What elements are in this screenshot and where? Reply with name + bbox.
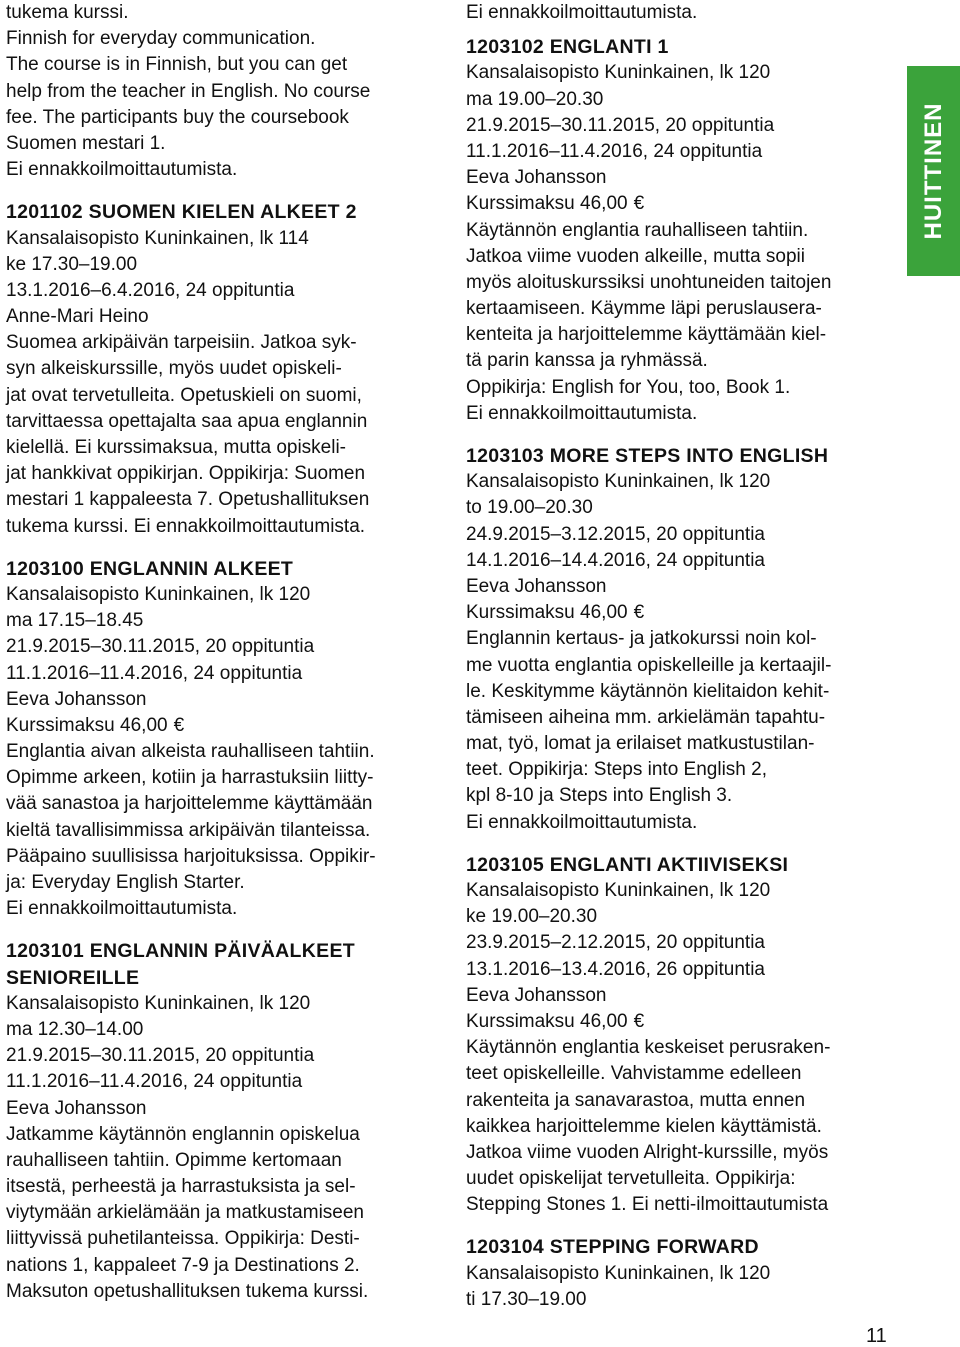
euro-icon: € [633,1010,645,1032]
text-line: Kansalaisopisto Kuninkainen, lk 114 [6,227,309,249]
text-line: Kansalaisopisto Kuninkainen, lk 120 [6,583,311,605]
text-line: Opimme arkeen, kotiin ja harrastuksiin liitty- [6,767,374,789]
text-line: Ei ennakkoilmoittautumista. [466,2,698,23]
text-line: Englantia aivan alkeista rauhalliseen tahtiin. [6,741,375,763]
section-tab-label: HUITTINEN [919,102,947,240]
text-line: uudet opiskelijat tervetulleita. Oppikirja: [466,1168,796,1190]
course-heading: 1203104 STEPPING FORWARD [466,1236,759,1259]
text-line: Eeva Johansson [466,984,607,1006]
text-line: rakenteita ja sanavarastoa, mutta ennen [466,1089,806,1111]
text-line: 11.1.2016–11.4.2016, 24 oppituntia [466,140,763,162]
text-line: tämiseen aiheina mm. arkielämän tapahtu- [466,706,826,728]
text-line: Eeva Johansson [466,167,607,189]
course-heading: 1203101 ENGLANNIN PÄIVÄALKEET [6,940,355,963]
right-column [466,0,906,1313]
text-line: ma 12.30–14.00 [6,1018,144,1040]
text-line: ma 17.15–18.45 [6,610,144,632]
text-line: jat hankkivat oppikirjan. Oppikirja: Suomen [6,463,366,485]
spacer [466,26,906,34]
text-line: mestari 1 kappaleesta 7. Opetushallituksen [6,489,370,511]
text-line: Oppikirja: English for You, too, Book 1. [466,376,791,398]
text-line: ti 17.30–19.00 [466,1288,587,1310]
spacer [6,540,446,556]
text-line: myös aloituskurssiksi unohtuneiden taitojen [466,271,832,293]
text-line: Kansalaisopisto Kuninkainen, lk 120 [466,471,771,493]
text-line: Ei ennakkoilmoittautumista. [466,811,698,833]
text-line: Käytännön englantia keskeiset perusraken- [466,1037,831,1059]
text-line: 13.1.2016–13.4.2016, 26 oppituntia [466,958,765,980]
spacer [466,427,906,443]
text-line: tarvittaessa opettajalta saa apua englannin [6,410,368,432]
text-line: kieltä tavallisimmissa arkipäivän tilanteissa. [6,819,371,841]
course-heading: 1201102 SUOMEN KIELEN ALKEET 2 [6,201,357,224]
text-line: 23.9.2015–2.12.2015, 20 oppituntia [466,932,765,954]
text-line: Stepping Stones 1. Ei netti-ilmoittautumista [466,1194,829,1216]
text-line: Jatkoa viime vuoden Alright-kurssille, myös [466,1141,829,1163]
spacer [6,183,446,199]
course-fee [466,600,906,626]
text-line: tukema kurssi. [6,2,129,23]
course-heading: SENIOREILLE [6,966,140,989]
euro-icon: € [633,602,645,624]
text-line: The course is in Finnish, but you can get [6,54,348,76]
text-line: liittyvissä puhetilanteissa. Oppikirja: Desti- [6,1228,360,1250]
text-line: jat ovat tervetulleita. Opetuskieli on suomi, [6,384,362,406]
text-line: Eeva Johansson [466,575,607,597]
text-line: rauhalliseen tahtiin. Opimme kertomaan [6,1149,342,1171]
fee-amount: Kurssimaksu 46,00 [6,714,168,736]
text-line: tukema kurssi. Ei ennakkoilmoittautumista. [6,515,366,537]
spacer [466,836,906,852]
course-heading: 1203105 ENGLANTI AKTIIVISEKSI [466,853,789,876]
text-line: Maksuton opetushallituksen tukema kurssi. [6,1280,369,1302]
text-line: tä parin kanssa ja ryhmässä. [466,350,708,372]
text-line: Jatkoa viime vuoden alkeille, mutta sopii [466,245,806,267]
text-line: vää sanastoa ja harjoittelemme käyttämään [6,793,373,815]
course-fee [6,713,446,739]
course-fee [466,191,906,217]
text-line: ja: Everyday English Starter. [6,872,245,893]
text-line: kenteita ja harjoittelemme käyttämään kiel- [466,324,827,346]
text-line: 11.1.2016–11.4.2016, 24 oppituntia [6,1071,303,1093]
section-tab [907,66,960,276]
text-line: Ei ennakkoilmoittautumista. [6,159,238,181]
text-line: Finnish for everyday communication. [6,28,316,50]
text-line: syn alkeiskurssille, myös uudet opiskeli- [6,358,342,380]
text-line: Kansalaisopisto Kuninkainen, lk 120 [466,880,771,901]
text-line: to 19.00–20.30 [466,497,593,519]
text-line: Kansalaisopisto Kuninkainen, lk 120 [466,62,771,84]
text-line: le. Keskitymme käytännön kielitaidon kehit- [466,680,830,702]
text-line: kpl 8-10 ja Steps into English 3. [466,785,733,807]
text-line: me vuotta englantia opiskelleille ja kertaajil- [466,654,832,676]
text-line: 14.1.2016–14.4.2016, 24 oppituntia [466,549,765,571]
course-fee [466,1009,906,1035]
fee-amount: Kurssimaksu 46,00 [466,1010,628,1032]
text-line: fee. The participants buy the coursebook [6,106,349,128]
text-line: Eeva Johansson [6,688,147,710]
text-line: Anne-Mari Heino [6,306,149,328]
text-line: Ei ennakkoilmoittautumista. [6,898,238,920]
text-line: 11.1.2016–11.4.2016, 24 oppituntia [6,662,303,684]
text-line: ke 19.00–20.30 [466,906,598,928]
course-heading: 1203103 MORE STEPS INTO ENGLISH [466,445,829,467]
text-line: Suomen mestari 1. [6,132,166,154]
fee-amount: Kurssimaksu 46,00 [466,193,628,215]
text-line: 21.9.2015–30.11.2015, 20 oppituntia [6,1045,315,1067]
text-line: Eeva Johansson [6,1097,147,1119]
page-number: 11 [866,1325,887,1347]
text-line: mat, työ, lomat ja erilaiset matkustustilan- [466,733,815,755]
text-line: teet. Oppikirja: Steps into English 2, [466,759,767,781]
text-line: help from the teacher in English. No course [6,80,371,102]
text-line: Englannin kertaus- ja jatkokurssi noin kol- [466,628,817,650]
text-line: Kansalaisopisto Kuninkainen, lk 120 [6,992,311,1014]
text-line: 21.9.2015–30.11.2015, 20 oppituntia [6,636,315,658]
text-line: Suomea arkipäivän tarpeisiin. Jatkoa syk- [6,332,357,354]
text-line: viytymään arkielämään ja matkustamiseen [6,1202,364,1224]
text-line: kertaamiseen. Käymme läpi peruslausera- [466,298,822,320]
text-line: 13.1.2016–6.4.2016, 24 oppituntia [6,279,295,301]
text-line: ke 17.30–19.00 [6,253,138,275]
text-line: 24.9.2015–3.12.2015, 20 oppituntia [466,523,765,545]
text-line: 21.9.2015–30.11.2015, 20 oppituntia [466,114,775,136]
text-line: Pääpaino suullisissa harjoituksissa. Oppikir- [6,845,376,867]
euro-icon: € [173,714,185,736]
course-heading: 1203100 ENGLANNIN ALKEET [6,557,294,580]
spacer [466,1218,906,1234]
text-line: kielellä. Ei kurssimaksua, mutta opiskeli- [6,437,347,458]
text-line: nations 1, kappaleet 7-9 ja Destinations 2. [6,1254,360,1276]
text-line: ma 19.00–20.30 [466,88,604,110]
left-column [6,0,446,1305]
text-line: teet opiskelleille. Vahvistamme edelleen [466,1063,802,1085]
text-line: itsestä, perheestä ja harrastuksista ja sel- [6,1176,356,1198]
text-line: Jatkamme käytännön englannin opiskelua [6,1123,360,1145]
text-line: Käytännön englantia rauhalliseen tahtiin. [466,219,809,241]
spacer [6,922,446,938]
text-line: Ei ennakkoilmoittautumista. [466,402,698,424]
course-heading: 1203102 ENGLANTI 1 [466,36,669,59]
text-line: Kansalaisopisto Kuninkainen, lk 120 [466,1262,771,1284]
text-line: kaikkea harjoittelemme kielen käyttämistä. [466,1115,822,1137]
euro-icon: € [633,193,645,215]
fee-amount: Kurssimaksu 46,00 [466,602,628,624]
